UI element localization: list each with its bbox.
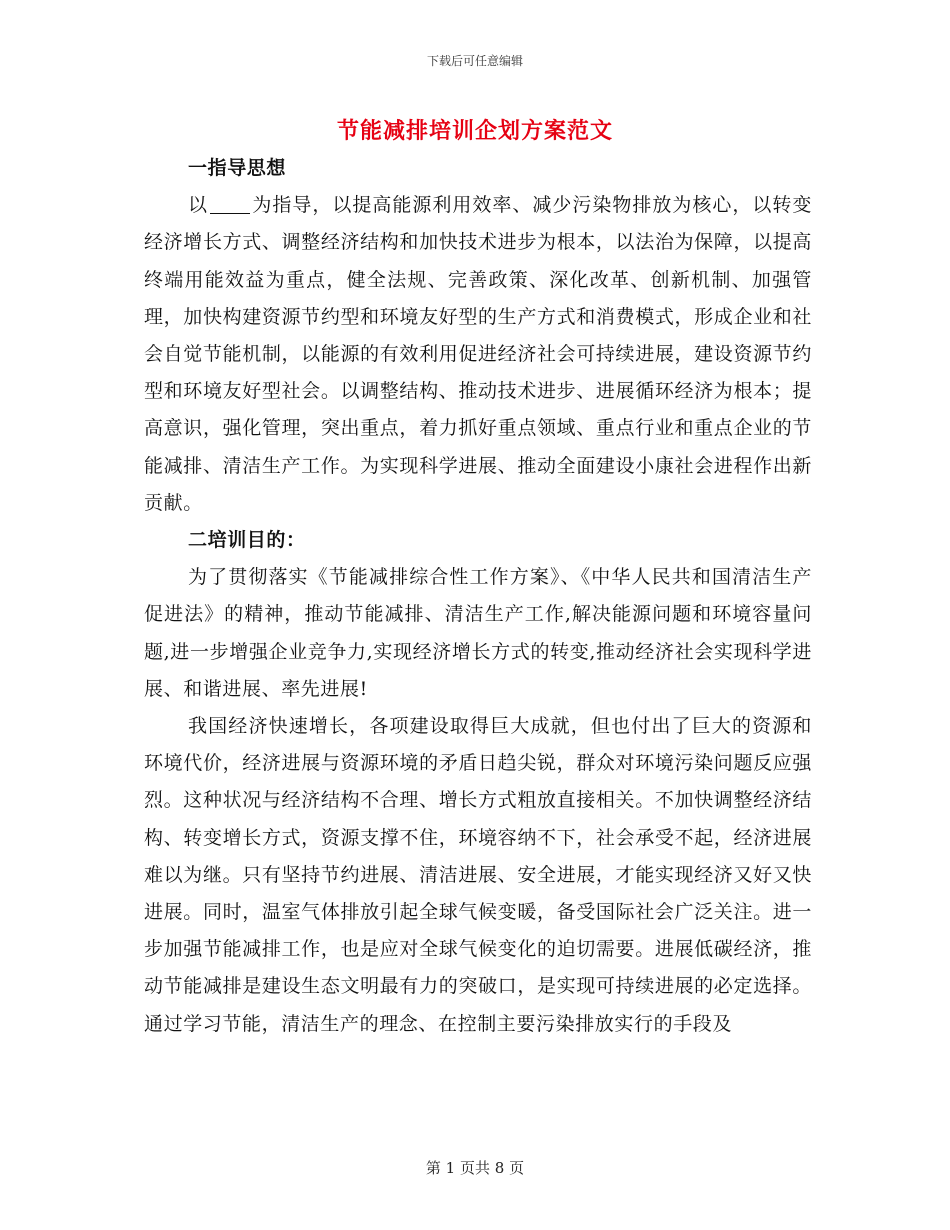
header-note: 下载后可任意编辑 — [426, 54, 523, 68]
paragraph-training-purpose-2: 我国经济快速增长，各项建设取得巨大成就，但也付出了巨大的资源和环境代价，经济进展与资源环境的矛盾日趋尖锐，群众对环境污染问题反应强烈。这种状况与经济结构不合理、增长方式粗放直接相关。不加快调整经济结构、转变增长方式，资源支撑不住，环境容纳不下，社会承受不起，经济进展难以为继。只有坚持节约进展、清洁进展、安全进展，才能实现经济又好又快进展。同时，温室气体排放引起全球气候变暖，备受国际社会广泛关注。进一步加强节能减排工作，也是应对全球气候变化的迫切需要。进展低碳经济，推动节能减排是建设生态文明最有力的突破口，是实现可持续进展的必定选择。通过学习节能，清洁生产的理念、在控制主要污染排放实行的手段及 — [144, 715, 812, 1035]
paragraph-guiding-ideology — [144, 187, 812, 522]
document-title: 节能减排培训企划方案范文 — [336, 118, 613, 144]
page-footer: 第 1 页共 8 页 — [425, 1159, 525, 1177]
paragraph-text-before-blank: 以 — [188, 194, 208, 217]
document-body — [144, 150, 812, 1043]
fill-in-blank — [210, 195, 250, 214]
section-heading-training-purpose: 二培训目的： — [188, 529, 306, 552]
paragraph-training-purpose-1: 为了贯彻落实《节能减排综合性工作方案》、《中华人民共和国清洁生产促进法》的精神，推动节能减排、清洁生产工作,解决能源问题和环境容量问题,进一步增强企业竞争力,实现经济增长方式的转变,推动经济社会实现科学进展、和谐进展、率先进展! — [144, 566, 812, 700]
section-heading-guiding-ideology: 一指导思想 — [188, 157, 287, 179]
paragraph-text-after-blank: 为指导，以提高能源利用效率、减少污染物排放为核心，以转变经济增长方式、调整经济结构和加快技术进步为根本，以法治为保障，以提高终端用能效益为重点，健全法规、完善政策、深化改革、创新机制、加强管理，加快构建资源节约型和环境友好型的生产方式和消费模式，形成企业和社会自觉节能机制，以能源的有效利用促进经济社会可持续进展，建设资源节约型和环境友好型社会。以调整结构、推动技术进步、进展循环经济为根本；提高意识，强化管理，突出重点，着力抓好重点领域、重点行业和重点企业的节能减排、清洁生产工作。为实现科学进展、推动全面建设小康社会进程作出新贡献。 — [144, 194, 812, 514]
